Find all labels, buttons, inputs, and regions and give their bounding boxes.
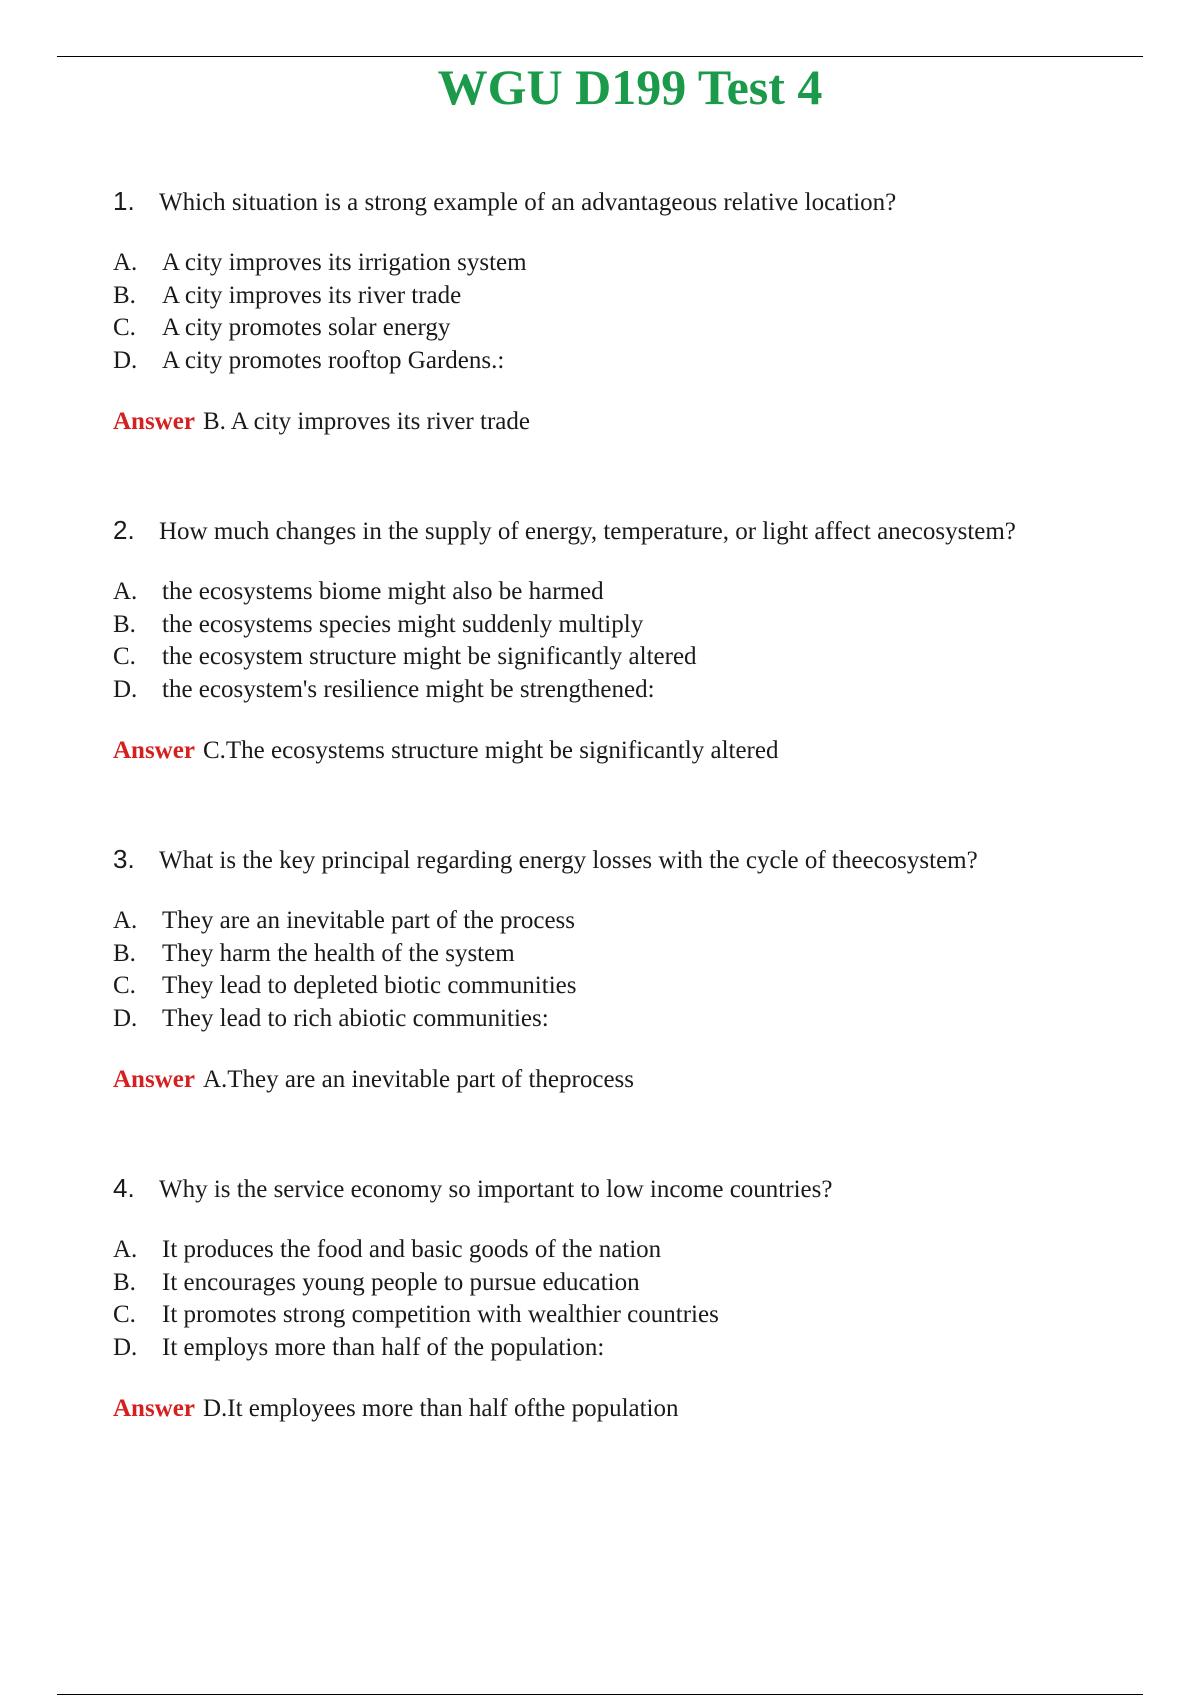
- option-text: It produces the food and basic goods of the nation: [162, 1236, 662, 1263]
- option-letter: A.: [113, 1236, 138, 1263]
- option-text: They are an inevitable part of the process: [162, 907, 576, 934]
- option-text: the ecosystems species might suddenly multiply: [162, 610, 644, 638]
- option-text: A city promotes solar energy: [162, 314, 451, 341]
- option-letter: C.: [113, 1301, 136, 1328]
- option-letter: C.: [113, 314, 136, 341]
- question-2: [113, 513, 1153, 768]
- option-text: A city improves its irrigation system: [162, 249, 527, 276]
- option-text: A city promotes rooftop Gardens.:: [162, 346, 505, 374]
- option-a: [113, 905, 1153, 938]
- question-number: 3.: [113, 844, 135, 874]
- answer-text: D.It employees more than half ofthe population: [202, 1395, 679, 1422]
- option-letter: C.: [113, 972, 136, 999]
- option-c: [113, 1299, 1153, 1332]
- option-b: [113, 938, 1153, 971]
- option-text: It employs more than half of the population:: [162, 1333, 605, 1361]
- option-letter: A.: [113, 907, 138, 934]
- option-list: [113, 576, 1153, 706]
- option-letter: C.: [113, 643, 136, 670]
- option-d: [113, 345, 1153, 378]
- question-number: 2.: [113, 515, 135, 545]
- option-letter: D.: [113, 675, 138, 703]
- option-a: [113, 576, 1153, 609]
- option-b: [113, 1267, 1153, 1300]
- option-list: [113, 1234, 1153, 1364]
- option-c: [113, 970, 1153, 1003]
- option-text: They lead to rich abiotic communities:: [162, 1004, 549, 1032]
- answer-line: [113, 1063, 1153, 1097]
- document-title: WGU D199 Test 4: [437, 59, 823, 115]
- question-4: [113, 1171, 1153, 1426]
- question-line: [113, 184, 1153, 220]
- option-letter: D.: [113, 1333, 138, 1361]
- option-text: They harm the health of the system: [162, 939, 515, 967]
- option-text: the ecosystem's resilience might be strengthened:: [162, 675, 655, 703]
- option-a: [113, 1234, 1153, 1267]
- option-text: It encourages young people to pursue education: [162, 1268, 640, 1296]
- answer-line: [113, 734, 1153, 768]
- answer-line: [113, 405, 1153, 439]
- answer-text: B. A city improves its river trade: [202, 408, 530, 435]
- option-letter: B.: [113, 1268, 136, 1296]
- option-text: the ecosystems biome might also be harmed: [162, 578, 604, 605]
- question-text: Why is the service economy so important to low income countries?: [159, 1176, 833, 1203]
- question-text: What is the key principal regarding energy losses with the cycle of theecosystem?: [159, 847, 978, 874]
- question-number: 1.: [113, 186, 135, 216]
- option-d: [113, 1003, 1153, 1036]
- question-1: [113, 184, 1153, 439]
- question-number: 4.: [113, 1173, 135, 1203]
- answer-label: Answer: [113, 1395, 195, 1422]
- answer-label: Answer: [113, 737, 195, 764]
- option-d: [113, 1332, 1153, 1365]
- answer-label: Answer: [113, 408, 195, 435]
- option-text: They lead to depleted biotic communities: [162, 972, 577, 999]
- question-line: [113, 842, 1153, 878]
- option-b: [113, 280, 1153, 313]
- bottom-rule: [57, 1694, 1143, 1695]
- option-letter: B.: [113, 610, 136, 638]
- option-letter: B.: [113, 939, 136, 967]
- question-line: [113, 1171, 1153, 1207]
- question-text: Which situation is a strong example of an advantageous relative location?: [159, 189, 897, 216]
- option-b: [113, 609, 1153, 642]
- option-list: [113, 905, 1153, 1035]
- option-text: the ecosystem structure might be significantly altered: [162, 643, 697, 670]
- option-a: [113, 247, 1153, 280]
- option-letter: B.: [113, 281, 136, 309]
- option-text: A city improves its river trade: [162, 281, 462, 309]
- question-line: [113, 513, 1153, 549]
- option-text: It promotes strong competition with wealthier countries: [162, 1301, 719, 1328]
- option-c: [113, 312, 1153, 345]
- option-c: [113, 641, 1153, 674]
- option-letter: A.: [113, 578, 138, 605]
- answer-text: C.The ecosystems structure might be significantly altered: [202, 737, 779, 764]
- question-text: How much changes in the supply of energy, temperature, or light affect anecosystem?: [159, 518, 1016, 545]
- question-3: [113, 842, 1153, 1097]
- option-letter: D.: [113, 1004, 138, 1032]
- answer-text: A.They are an inevitable part of theprocess: [202, 1066, 635, 1093]
- option-list: [113, 247, 1153, 377]
- option-d: [113, 674, 1153, 707]
- option-letter: D.: [113, 346, 138, 374]
- option-letter: A.: [113, 249, 138, 276]
- answer-label: Answer: [113, 1066, 195, 1093]
- answer-line: [113, 1392, 1153, 1426]
